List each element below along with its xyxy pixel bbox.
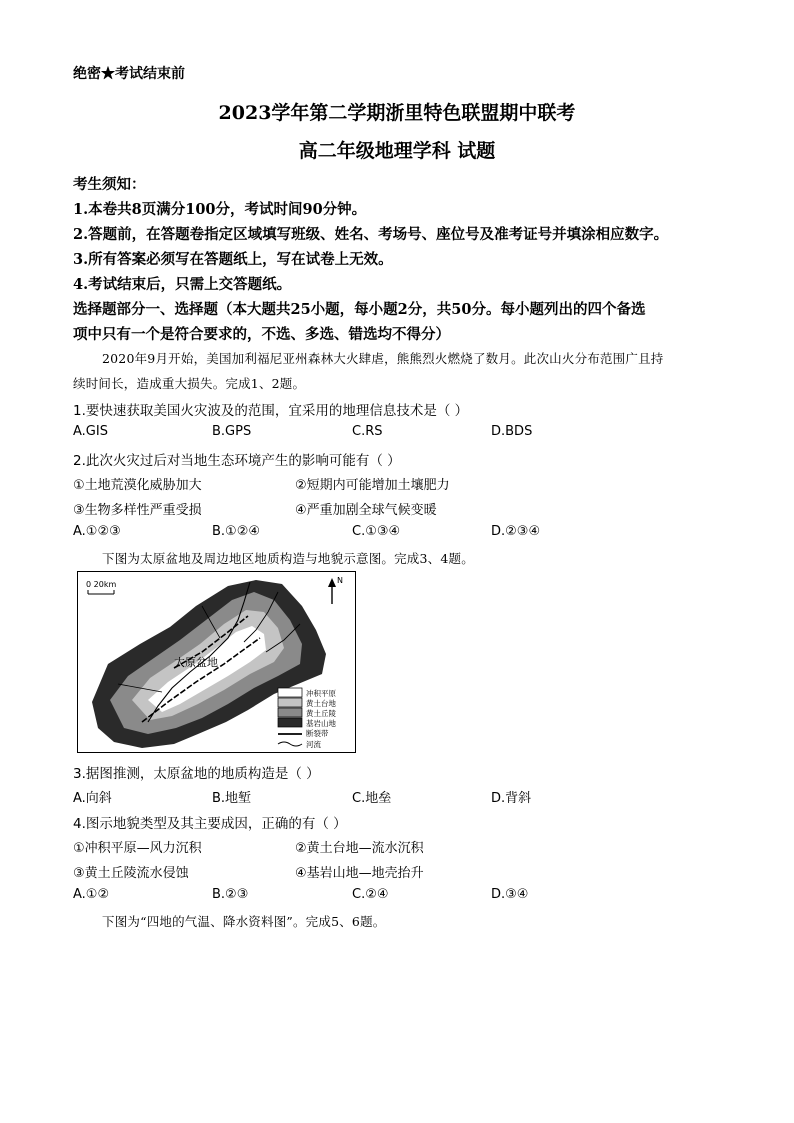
- q3-option-b: B.地堑: [212, 791, 252, 806]
- legend-swatch-loess-platform: [278, 698, 302, 707]
- q4-choice-3: ③黄土丘陵流水侵蚀: [73, 866, 189, 881]
- passage-1-line1: 2020年9月开始，美国加利福尼亚州森林大火肆虐，熊熊烈火燃烧了数月。此次山火分布范围广且持: [102, 351, 664, 366]
- q2-choice-4: ④严重加剧全球气候变暖: [295, 503, 437, 518]
- q1-option-b: B.GPS: [212, 424, 252, 439]
- notice-item: 2.答题前，在答题卷指定区域填写班级、姓名、考场号、座位号及准考证号并填涂相应数字。: [73, 226, 669, 243]
- q4-choice-4: ④基岩山地—地壳抬升: [295, 866, 424, 881]
- question-4-stem: 4.图示地貌类型及其主要成因，正确的有（ ）: [73, 816, 347, 832]
- q2-option-c: C.①③④: [352, 524, 401, 539]
- legend-swatch-alluvial: [278, 688, 302, 697]
- legend-label-river: 河流: [306, 740, 321, 749]
- legend-swatch-bedrock: [278, 718, 302, 727]
- notice-item: 1.本卷共8页满分100分，考试时间90分钟。: [73, 201, 367, 218]
- taiyuan-basin-map: [77, 571, 356, 753]
- q1-option-a: A.GIS: [73, 424, 108, 439]
- passage-2: 下图为太原盆地及周边地区地质构造与地貌示意图。完成3、4题。: [102, 551, 474, 566]
- exam-title: 2023学年第二学期浙里特色联盟期中联考: [218, 102, 576, 124]
- q4-option-b: B.②③: [212, 887, 249, 902]
- question-1-stem: 1.要快速获取美国火灾波及的范围，宜采用的地理信息技术是（ ）: [73, 403, 469, 419]
- basin-label: 太原盆地: [174, 656, 218, 669]
- section-instructions-line1: 选择题部分一、选择题（本大题共25小题，每小题2分，共50分。每小题列出的四个备选: [73, 301, 646, 318]
- q1-option-c: C.RS: [352, 424, 383, 439]
- section-instructions-line2: 项中只有一个是符合要求的，不选、多选、错选均不得分）: [73, 326, 450, 343]
- q2-option-a: A.①②③: [73, 524, 121, 539]
- q3-option-d: D.背斜: [491, 791, 532, 806]
- q4-choice-1: ①冲积平原—风力沉积: [73, 841, 202, 856]
- q3-option-c: C.地垒: [352, 791, 392, 806]
- q2-choice-2: ②短期内可能增加土壤肥力: [295, 478, 450, 493]
- legend-label-loess-platform: 黄土台地: [306, 699, 336, 708]
- q1-option-d: D.BDS: [491, 424, 533, 439]
- q2-choice-3: ③生物多样性严重受损: [73, 503, 202, 518]
- legend-swatch-river: [278, 742, 302, 746]
- notice-item: 3.所有答案必须写在答题纸上，写在试卷上无效。: [73, 251, 393, 268]
- legend-swatch-loess-hills: [278, 708, 302, 717]
- north-label: N: [337, 576, 343, 585]
- exam-subtitle: 高二年级地理学科 试题: [298, 140, 496, 162]
- q2-option-b: B.①②④: [212, 524, 261, 539]
- q4-option-d: D.③④: [491, 887, 529, 902]
- legend-label-loess-hills: 黄土丘陵: [306, 709, 336, 718]
- legend-label-alluvial: 冲积平原: [306, 689, 336, 698]
- legend-label-bedrock: 基岩山地: [306, 719, 336, 728]
- q3-option-a: A.向斜: [73, 791, 112, 806]
- passage-3: 下图为“四地的气温、降水资料图”。完成5、6题。: [102, 914, 386, 929]
- q4-choice-2: ②黄土台地—流水沉积: [295, 841, 424, 856]
- passage-1-line2: 续时间长，造成重大损失。完成1、2题。: [73, 376, 306, 391]
- q4-option-a: A.①②: [73, 887, 110, 902]
- legend-label-fault: 断裂带: [306, 729, 329, 738]
- notice-heading: 考生须知：: [73, 176, 146, 193]
- scale-label: 0 20km: [86, 580, 117, 589]
- q2-option-d: D.②③④: [491, 524, 541, 539]
- question-3-stem: 3.据图推测，太原盆地的地质构造是（ ）: [73, 766, 320, 782]
- confidential-mark: 绝密★考试结束前: [73, 66, 185, 82]
- notice-item: 4.考试结束后，只需上交答题纸。: [73, 276, 292, 293]
- question-2-stem: 2.此次火灾过后对当地生态环境产生的影响可能有（ ）: [73, 453, 401, 469]
- q2-choice-1: ①土地荒漠化威胁加大: [73, 478, 202, 493]
- q4-option-c: C.②④: [352, 887, 389, 902]
